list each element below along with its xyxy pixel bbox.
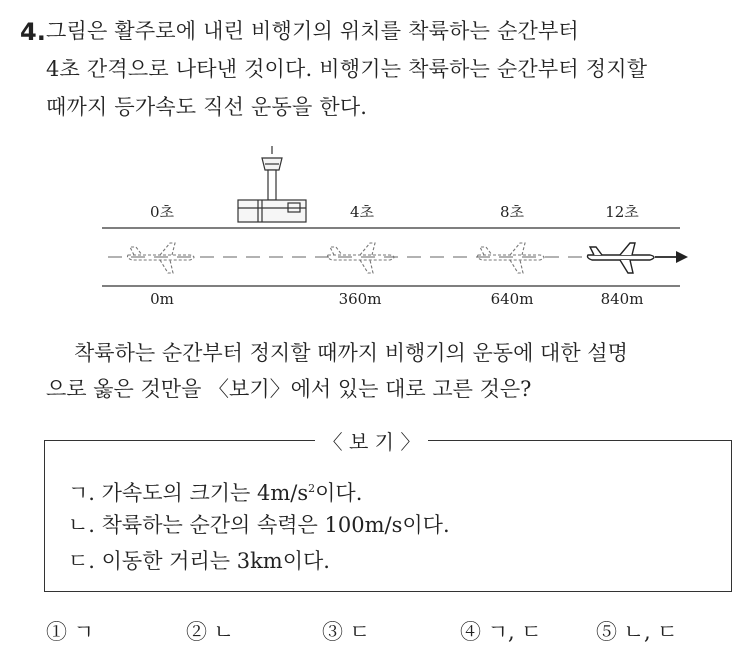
position-label-640: 640m [490, 290, 534, 308]
airplane-icon-12s [588, 243, 655, 273]
stem-line-1: 착륙하는 순간부터 정지할 때까지 비행기의 운동에 대한 설명 [74, 341, 628, 365]
question-number: 4. [20, 18, 46, 46]
choice-5[interactable]: ⑤ ㄴ, ㄷ [596, 620, 678, 644]
question-line-3: 때까지 등가속도 직선 운동을 한다. [46, 95, 368, 119]
question-line-1: 그림은 활주로에 내린 비행기의 위치를 착륙하는 순간부터 [46, 19, 579, 43]
time-label-8: 8초 [499, 203, 525, 221]
bogi-title: 〈 보 기 〉 [0, 426, 743, 455]
position-label-840: 840m [600, 290, 644, 308]
airplane-icon-0s [128, 243, 195, 273]
choice-3[interactable]: ③ ㄷ [322, 620, 370, 644]
time-label-12: 12초 [605, 203, 639, 221]
runway-diagram [0, 140, 743, 310]
bogi-item-3: ㄷ. 이동한 거리는 3km이다. [68, 549, 330, 573]
choice-1[interactable]: ① ㄱ [46, 620, 94, 644]
choice-4[interactable]: ④ ㄱ, ㄷ [460, 620, 542, 644]
choice-2[interactable]: ② ㄴ [186, 620, 234, 644]
bogi-item-1: ㄱ. 가속도의 크기는 $4m/s^2$이다. [68, 481, 363, 505]
airplane-icon-8s [478, 243, 545, 273]
bogi-item-2: ㄴ. 착륙하는 순간의 속력은 100m/s이다. [68, 513, 450, 537]
time-label-4: 4초 [349, 203, 375, 221]
time-label-0: 0초 [149, 203, 175, 221]
stem-line-2: 으로 옳은 것만을 〈보기〉에서 있는 대로 고른 것은? [46, 377, 532, 401]
question-line-2: 4초 간격으로 나타낸 것이다. 비행기는 착륙하는 순간부터 정지할 [46, 57, 648, 81]
position-label-0: 0m [150, 290, 174, 308]
airplane-icon-4s [328, 243, 395, 273]
direction-arrow-icon [655, 251, 688, 263]
control-tower-icon [238, 146, 306, 222]
position-label-360: 360m [338, 290, 382, 308]
